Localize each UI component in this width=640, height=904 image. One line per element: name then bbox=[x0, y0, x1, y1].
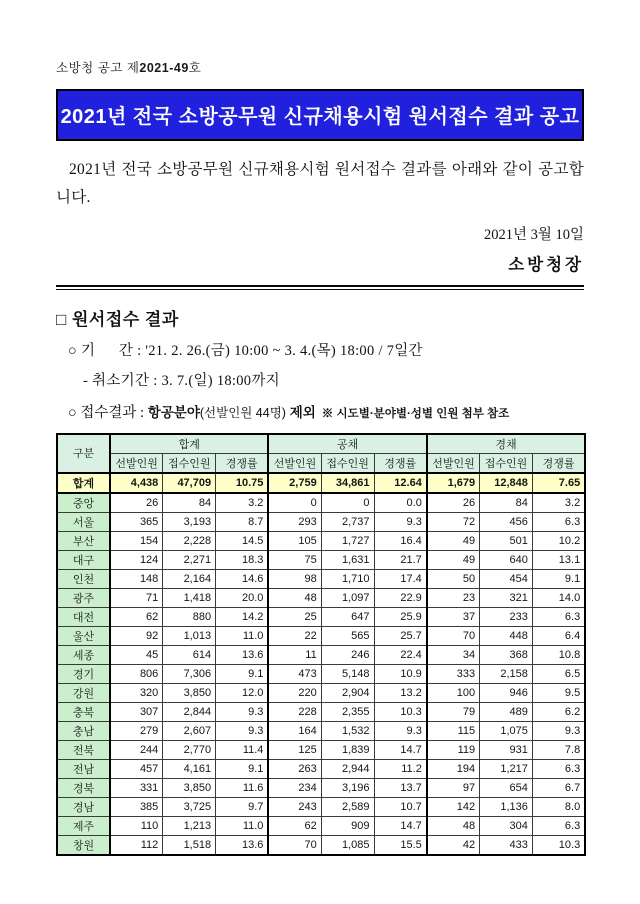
value-cell: 0 bbox=[321, 493, 374, 513]
value-cell: 1,213 bbox=[163, 816, 216, 835]
table-row bbox=[57, 626, 585, 645]
value-cell: 0 bbox=[268, 493, 321, 513]
value-cell: 22.9 bbox=[374, 588, 427, 607]
value-cell: 47,709 bbox=[163, 473, 216, 493]
value-cell: 7.8 bbox=[532, 740, 585, 759]
region-cell: 울산 bbox=[57, 626, 110, 645]
value-cell: 10.3 bbox=[374, 702, 427, 721]
value-cell: 50 bbox=[427, 569, 480, 588]
value-cell: 49 bbox=[427, 531, 480, 550]
value-cell: 164 bbox=[268, 721, 321, 740]
value-cell: 18.3 bbox=[216, 550, 269, 569]
value-cell: 34,861 bbox=[321, 473, 374, 493]
table-row bbox=[57, 531, 585, 550]
value-cell: 9.1 bbox=[216, 664, 269, 683]
document-number-suffix: 호 bbox=[188, 61, 202, 75]
value-cell: 92 bbox=[110, 626, 163, 645]
result-excluded-word: 제외 bbox=[285, 404, 316, 420]
value-cell: 194 bbox=[427, 759, 480, 778]
document-number-prefix: 소방청 공고 제 bbox=[56, 61, 140, 75]
value-cell: 14.7 bbox=[374, 816, 427, 835]
table-row bbox=[57, 702, 585, 721]
table-row bbox=[57, 759, 585, 778]
value-cell: 331 bbox=[110, 778, 163, 797]
value-cell: 220 bbox=[268, 683, 321, 702]
value-cell: 16.4 bbox=[374, 531, 427, 550]
value-cell: 11.0 bbox=[216, 816, 269, 835]
table-row bbox=[57, 683, 585, 702]
value-cell: 48 bbox=[268, 588, 321, 607]
value-cell: 457 bbox=[110, 759, 163, 778]
value-cell: 6.3 bbox=[532, 512, 585, 531]
value-cell: 1,839 bbox=[321, 740, 374, 759]
value-cell: 1,217 bbox=[480, 759, 533, 778]
value-cell: 3.2 bbox=[216, 493, 269, 513]
value-cell: 119 bbox=[427, 740, 480, 759]
value-cell: 880 bbox=[163, 607, 216, 626]
value-cell: 6.4 bbox=[532, 626, 585, 645]
value-cell: 2,944 bbox=[321, 759, 374, 778]
table-row bbox=[57, 816, 585, 835]
value-cell: 1,418 bbox=[163, 588, 216, 607]
table-row bbox=[57, 835, 585, 855]
sub-header: 접수인원 bbox=[321, 453, 374, 473]
value-cell: 14.2 bbox=[216, 607, 269, 626]
region-cell: 대구 bbox=[57, 550, 110, 569]
result-prefix: ○ 접수결과 : bbox=[68, 404, 148, 421]
issuer-name: 소방청장 bbox=[508, 254, 584, 274]
value-cell: 115 bbox=[427, 721, 480, 740]
table-row bbox=[57, 569, 585, 588]
region-cell: 경기 bbox=[57, 664, 110, 683]
value-cell: 0.0 bbox=[374, 493, 427, 513]
value-cell: 307 bbox=[110, 702, 163, 721]
table-row bbox=[57, 664, 585, 683]
value-cell: 25.7 bbox=[374, 626, 427, 645]
value-cell: 243 bbox=[268, 797, 321, 816]
value-cell: 11.6 bbox=[216, 778, 269, 797]
value-cell: 97 bbox=[427, 778, 480, 797]
value-cell: 22.4 bbox=[374, 645, 427, 664]
value-cell: 9.3 bbox=[216, 721, 269, 740]
value-cell: 14.0 bbox=[532, 588, 585, 607]
value-cell: 2,355 bbox=[321, 702, 374, 721]
value-cell: 501 bbox=[480, 531, 533, 550]
value-cell: 34 bbox=[427, 645, 480, 664]
region-cell: 충남 bbox=[57, 721, 110, 740]
value-cell: 1,532 bbox=[321, 721, 374, 740]
value-cell: 22 bbox=[268, 626, 321, 645]
value-cell: 320 bbox=[110, 683, 163, 702]
value-cell: 11.0 bbox=[216, 626, 269, 645]
value-cell: 3,850 bbox=[163, 778, 216, 797]
value-cell: 1,075 bbox=[480, 721, 533, 740]
value-cell: 13.2 bbox=[374, 683, 427, 702]
value-cell: 110 bbox=[110, 816, 163, 835]
value-cell: 1,631 bbox=[321, 550, 374, 569]
value-cell: 12.0 bbox=[216, 683, 269, 702]
sub-header: 선발인원 bbox=[110, 453, 163, 473]
value-cell: 7,306 bbox=[163, 664, 216, 683]
value-cell: 1,136 bbox=[480, 797, 533, 816]
table-row bbox=[57, 797, 585, 816]
cancel-period-line: - 취소기간 : 3. 7.(일) 18:00까지 bbox=[83, 372, 280, 389]
value-cell: 10.7 bbox=[374, 797, 427, 816]
result-excluded-field: 항공분야 bbox=[147, 404, 200, 420]
region-cell: 제주 bbox=[57, 816, 110, 835]
value-cell: 62 bbox=[268, 816, 321, 835]
value-cell: 49 bbox=[427, 550, 480, 569]
value-cell: 1,097 bbox=[321, 588, 374, 607]
value-cell: 6.7 bbox=[532, 778, 585, 797]
table-header bbox=[57, 434, 585, 473]
value-cell: 565 bbox=[321, 626, 374, 645]
value-cell: 654 bbox=[480, 778, 533, 797]
value-cell: 614 bbox=[163, 645, 216, 664]
value-cell: 42 bbox=[427, 835, 480, 855]
sub-header: 경쟁률 bbox=[532, 453, 585, 473]
region-cell: 광주 bbox=[57, 588, 110, 607]
value-cell: 15.5 bbox=[374, 835, 427, 855]
value-cell: 946 bbox=[480, 683, 533, 702]
value-cell: 321 bbox=[480, 588, 533, 607]
value-cell: 13.6 bbox=[216, 645, 269, 664]
value-cell: 6.3 bbox=[532, 607, 585, 626]
value-cell: 234 bbox=[268, 778, 321, 797]
result-attachment-note: ※ 시도별·분야별·성별 인원 첨부 참조 bbox=[321, 407, 510, 420]
region-cell: 합계 bbox=[57, 473, 110, 493]
value-cell: 4,438 bbox=[110, 473, 163, 493]
value-cell: 2,844 bbox=[163, 702, 216, 721]
region-cell: 경북 bbox=[57, 778, 110, 797]
value-cell: 20.0 bbox=[216, 588, 269, 607]
result-summary-line bbox=[56, 401, 584, 422]
value-cell: 640 bbox=[480, 550, 533, 569]
value-cell: 931 bbox=[480, 740, 533, 759]
group-header-total: 합계 bbox=[110, 434, 268, 454]
value-cell: 233 bbox=[480, 607, 533, 626]
table-row bbox=[57, 721, 585, 740]
value-cell: 909 bbox=[321, 816, 374, 835]
value-cell: 228 bbox=[268, 702, 321, 721]
value-cell: 473 bbox=[268, 664, 321, 683]
value-cell: 1,085 bbox=[321, 835, 374, 855]
value-cell: 2,589 bbox=[321, 797, 374, 816]
value-cell: 10.8 bbox=[532, 645, 585, 664]
value-cell: 62 bbox=[110, 607, 163, 626]
value-cell: 84 bbox=[163, 493, 216, 513]
value-cell: 8.0 bbox=[532, 797, 585, 816]
value-cell: 72 bbox=[427, 512, 480, 531]
value-cell: 647 bbox=[321, 607, 374, 626]
value-cell: 2,228 bbox=[163, 531, 216, 550]
value-cell: 10.2 bbox=[532, 531, 585, 550]
value-cell: 1,679 bbox=[427, 473, 480, 493]
value-cell: 9.3 bbox=[374, 512, 427, 531]
value-cell: 2,164 bbox=[163, 569, 216, 588]
value-cell: 2,607 bbox=[163, 721, 216, 740]
value-cell: 244 bbox=[110, 740, 163, 759]
region-cell: 전남 bbox=[57, 759, 110, 778]
sub-header: 선발인원 bbox=[268, 453, 321, 473]
value-cell: 12,848 bbox=[480, 473, 533, 493]
value-cell: 448 bbox=[480, 626, 533, 645]
value-cell: 9.3 bbox=[374, 721, 427, 740]
value-cell: 84 bbox=[480, 493, 533, 513]
value-cell: 71 bbox=[110, 588, 163, 607]
value-cell: 105 bbox=[268, 531, 321, 550]
value-cell: 70 bbox=[427, 626, 480, 645]
table-row bbox=[57, 493, 585, 513]
value-cell: 9.7 bbox=[216, 797, 269, 816]
value-cell: 2,158 bbox=[480, 664, 533, 683]
value-cell: 11.4 bbox=[216, 740, 269, 759]
value-cell: 10.9 bbox=[374, 664, 427, 683]
region-cell: 중앙 bbox=[57, 493, 110, 513]
value-cell: 806 bbox=[110, 664, 163, 683]
value-cell: 112 bbox=[110, 835, 163, 855]
value-cell: 6.5 bbox=[532, 664, 585, 683]
value-cell: 368 bbox=[480, 645, 533, 664]
value-cell: 2,271 bbox=[163, 550, 216, 569]
value-cell: 142 bbox=[427, 797, 480, 816]
value-cell: 21.7 bbox=[374, 550, 427, 569]
value-cell: 9.1 bbox=[532, 569, 585, 588]
value-cell: 10.75 bbox=[216, 473, 269, 493]
sub-header: 접수인원 bbox=[163, 453, 216, 473]
region-cell: 대전 bbox=[57, 607, 110, 626]
value-cell: 9.3 bbox=[532, 721, 585, 740]
value-cell: 1,013 bbox=[163, 626, 216, 645]
value-cell: 333 bbox=[427, 664, 480, 683]
value-cell: 79 bbox=[427, 702, 480, 721]
region-cell: 창원 bbox=[57, 835, 110, 855]
value-cell: 13.6 bbox=[216, 835, 269, 855]
region-cell: 경남 bbox=[57, 797, 110, 816]
region-cell: 서울 bbox=[57, 512, 110, 531]
value-cell: 456 bbox=[480, 512, 533, 531]
region-cell: 세종 bbox=[57, 645, 110, 664]
table-body bbox=[57, 473, 585, 855]
issue-date: 2021년 3월 10일 bbox=[483, 226, 584, 243]
sub-header: 선발인원 bbox=[427, 453, 480, 473]
document-number-value: 2021-49 bbox=[139, 61, 189, 75]
value-cell: 26 bbox=[110, 493, 163, 513]
value-cell: 14.6 bbox=[216, 569, 269, 588]
value-cell: 2,904 bbox=[321, 683, 374, 702]
value-cell: 13.7 bbox=[374, 778, 427, 797]
value-cell: 3,850 bbox=[163, 683, 216, 702]
value-cell: 3,196 bbox=[321, 778, 374, 797]
value-cell: 26 bbox=[427, 493, 480, 513]
intro-paragraph: 2021년 전국 소방공무원 신규채용시험 원서접수 결과를 아래와 같이 공고합니다. bbox=[56, 161, 584, 206]
value-cell: 3,193 bbox=[163, 512, 216, 531]
value-cell: 2,770 bbox=[163, 740, 216, 759]
value-cell: 5,148 bbox=[321, 664, 374, 683]
value-cell: 9.1 bbox=[216, 759, 269, 778]
table-row bbox=[57, 778, 585, 797]
value-cell: 7.65 bbox=[532, 473, 585, 493]
region-cell: 전북 bbox=[57, 740, 110, 759]
section-title: □ 원서접수 결과 bbox=[56, 309, 179, 329]
value-cell: 4,161 bbox=[163, 759, 216, 778]
value-cell: 454 bbox=[480, 569, 533, 588]
value-cell: 100 bbox=[427, 683, 480, 702]
region-cell: 부산 bbox=[57, 531, 110, 550]
table-row bbox=[57, 512, 585, 531]
value-cell: 12.64 bbox=[374, 473, 427, 493]
value-cell: 45 bbox=[110, 645, 163, 664]
value-cell: 293 bbox=[268, 512, 321, 531]
value-cell: 6.3 bbox=[532, 816, 585, 835]
value-cell: 14.5 bbox=[216, 531, 269, 550]
application-period-line: ○ 기 간 : '21. 2. 26.(금) 10:00 ~ 3. 4.(목) 18:00 / 7일간 bbox=[68, 342, 423, 359]
table-row bbox=[57, 607, 585, 626]
value-cell: 3,725 bbox=[163, 797, 216, 816]
value-cell: 279 bbox=[110, 721, 163, 740]
value-cell: 11 bbox=[268, 645, 321, 664]
value-cell: 25 bbox=[268, 607, 321, 626]
value-cell: 433 bbox=[480, 835, 533, 855]
table-row bbox=[57, 740, 585, 759]
value-cell: 1,727 bbox=[321, 531, 374, 550]
sub-header: 경쟁률 bbox=[374, 453, 427, 473]
region-cell: 인천 bbox=[57, 569, 110, 588]
title-banner: 2021년 전국 소방공무원 신규채용시험 원서접수 결과 공고 bbox=[56, 89, 584, 141]
document-number bbox=[56, 58, 584, 76]
value-cell: 2,759 bbox=[268, 473, 321, 493]
value-cell: 6.2 bbox=[532, 702, 585, 721]
value-cell: 48 bbox=[427, 816, 480, 835]
value-cell: 37 bbox=[427, 607, 480, 626]
value-cell: 9.3 bbox=[216, 702, 269, 721]
table-row bbox=[57, 550, 585, 569]
value-cell: 154 bbox=[110, 531, 163, 550]
value-cell: 25.9 bbox=[374, 607, 427, 626]
value-cell: 11.2 bbox=[374, 759, 427, 778]
value-cell: 14.7 bbox=[374, 740, 427, 759]
region-cell: 충북 bbox=[57, 702, 110, 721]
value-cell: 1,518 bbox=[163, 835, 216, 855]
value-cell: 489 bbox=[480, 702, 533, 721]
value-cell: 246 bbox=[321, 645, 374, 664]
result-excluded-detail: (선발인원 44명) bbox=[199, 405, 286, 420]
region-cell: 강원 bbox=[57, 683, 110, 702]
value-cell: 70 bbox=[268, 835, 321, 855]
results-table bbox=[56, 433, 586, 856]
value-cell: 125 bbox=[268, 740, 321, 759]
value-cell: 2,737 bbox=[321, 512, 374, 531]
table-row bbox=[57, 645, 585, 664]
value-cell: 75 bbox=[268, 550, 321, 569]
value-cell: 304 bbox=[480, 816, 533, 835]
value-cell: 148 bbox=[110, 569, 163, 588]
section-divider bbox=[56, 285, 584, 290]
value-cell: 263 bbox=[268, 759, 321, 778]
value-cell: 8.7 bbox=[216, 512, 269, 531]
value-cell: 98 bbox=[268, 569, 321, 588]
value-cell: 17.4 bbox=[374, 569, 427, 588]
corner-header-cell: 구분 bbox=[57, 434, 110, 473]
table-row-total bbox=[57, 473, 585, 493]
group-header-open: 공채 bbox=[268, 434, 426, 454]
value-cell: 9.5 bbox=[532, 683, 585, 702]
value-cell: 13.1 bbox=[532, 550, 585, 569]
value-cell: 124 bbox=[110, 550, 163, 569]
value-cell: 3.2 bbox=[532, 493, 585, 513]
table-row bbox=[57, 588, 585, 607]
value-cell: 23 bbox=[427, 588, 480, 607]
value-cell: 385 bbox=[110, 797, 163, 816]
sub-header: 접수인원 bbox=[480, 453, 533, 473]
group-header-career: 경채 bbox=[427, 434, 585, 454]
value-cell: 6.3 bbox=[532, 759, 585, 778]
value-cell: 365 bbox=[110, 512, 163, 531]
value-cell: 10.3 bbox=[532, 835, 585, 855]
sub-header: 경쟁률 bbox=[216, 453, 269, 473]
value-cell: 1,710 bbox=[321, 569, 374, 588]
